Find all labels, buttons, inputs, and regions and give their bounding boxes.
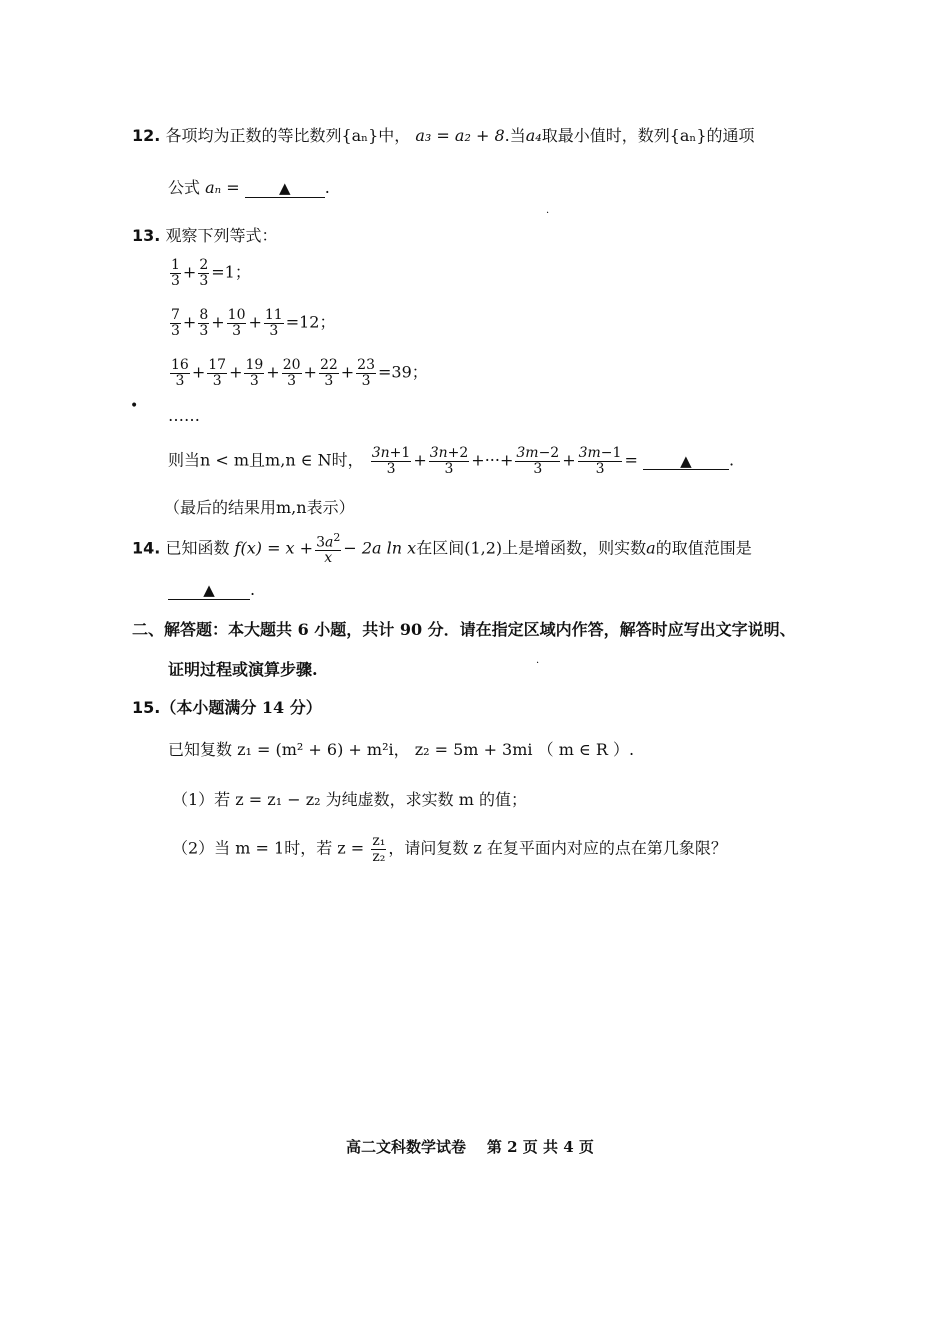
q12-eq: a₃ = a₂ + 8 — [415, 126, 505, 145]
q13-intro-line — [132, 226, 277, 245]
q12-an: aₙ = — [205, 178, 240, 197]
fraction: $\frac{19}{3}$ — [245, 357, 264, 389]
q14-answer-blank[interactable] — [168, 581, 250, 600]
q12-end: . — [324, 178, 330, 197]
q15-part2-b: ，请问复数 z 在复平面内对应的点在第几象限？ — [388, 838, 727, 858]
q14-text4: 的取值范围是 — [655, 538, 752, 558]
q14-text1: 已知函数 — [165, 538, 230, 558]
q12-line2-prefix: 公式 — [168, 178, 201, 197]
q13-general: 则当n < m且m,n ∈ N时， $\frac{3n+1}{3}$ + $\frac{3n+2}{3}$ +···+ $\frac{3m-2}{3}$ + $\frac{3m-1}{3}$ = ▲ . — [168, 445, 735, 477]
q13-end: . — [728, 450, 735, 470]
q15-part1: （1）若 z = z₁ − z₂ 为纯虚数，求实数 m 的值； — [172, 790, 527, 809]
q14-interval: (1,2) — [464, 538, 503, 558]
q13-intro: 观察下列等式： — [165, 226, 278, 245]
q13-eq1-rhs: =1； — [211, 262, 251, 282]
fraction: $\frac{3m-1}{3}$ — [578, 445, 622, 477]
q13-eq3: $\frac{16}{3}$ + $\frac{17}{3}$ + $\frac{19}{3}$ + $\frac{20}{3}$ + $\frac{22}{3}$ + $\frac{23}{3}$ =39； — [171, 357, 428, 389]
q14-a: a — [646, 538, 656, 558]
q15-given: 已知复数 z₁ = (m² + 6) + m²i， z₂ = 5m + 3mi （ m ∈ R ）. — [168, 740, 635, 759]
section2-heading-line1: 二、解答题：本大题共 6 小题，共计 90 分．请在指定区域内作答，解答时应写出文字说明、 — [132, 620, 796, 639]
q14-text2: 在区间 — [416, 538, 465, 558]
q12-text3: .当 — [504, 126, 526, 145]
q12-answer-blank[interactable] — [245, 179, 325, 198]
fraction: $\frac{16}{3}$ — [171, 357, 189, 389]
q15-title: （本小题满分 14 分） — [160, 698, 322, 717]
q15-part2-num: z₁ — [372, 833, 386, 849]
scan-speck: • — [130, 398, 139, 414]
q12-line1 — [132, 126, 755, 145]
page-footer: 高二文科数学试卷 第 2 页 共 4 页 — [346, 1138, 594, 1156]
q13-eq2: $\frac{7}{3}$ + $\frac{8}{3}$ + $\frac{10}{3}$ + $\frac{11}{3}$ =12； — [171, 307, 336, 339]
scan-speck: · — [546, 208, 550, 219]
q14-line2 — [168, 580, 255, 600]
q14-func-lhs: f(x) = x + — [234, 538, 314, 558]
fraction: $\frac{3n+1}{3}$ — [371, 445, 411, 477]
fraction: $\frac{3n+2}{3}$ — [429, 445, 469, 477]
q12-seq-2: {aₙ} — [669, 126, 707, 145]
q13-eq1: $\frac{1}{3}$ + $\frac{2}{3}$ =1； — [171, 257, 251, 289]
q14-line1 — [132, 532, 752, 566]
q15-part2-den: z₂ — [372, 848, 386, 865]
q13-ellipsis: …… — [168, 406, 200, 425]
q13-eq3-rhs: =39； — [378, 362, 428, 382]
fraction: $\frac{22}{3}$ — [319, 357, 338, 389]
q15-part2 — [172, 834, 727, 864]
q13-eq2-rhs: =12； — [285, 312, 336, 332]
fraction — [371, 834, 386, 864]
q14-end: . — [250, 580, 256, 599]
q12-text5: 的通项 — [706, 126, 755, 145]
fraction: $\frac{23}{3}$ — [357, 357, 375, 389]
fraction: $\frac{11}{3}$ — [264, 307, 283, 339]
q12-text2: 中， — [378, 126, 411, 145]
section2-heading-line2: 证明过程或演算步骤. — [168, 660, 318, 679]
q12-line2 — [168, 178, 330, 198]
fraction: $\frac{17}{3}$ — [208, 357, 227, 389]
q12-seq: {aₙ} — [341, 126, 379, 145]
q15-part2-a: （2）当 m = 1时，若 z = — [172, 838, 365, 858]
q13-number: 13. — [132, 226, 161, 245]
q13-answer-blank[interactable] — [643, 452, 729, 471]
fraction: $\frac{1}{3}$ — [171, 257, 180, 289]
q12-number: 12. — [132, 126, 161, 145]
q14-number: 14. — [132, 538, 161, 558]
q13-general-mid: +···+ — [471, 450, 514, 470]
triangle-icon: ▲ — [203, 581, 215, 599]
fraction: $\frac{3a^2}{x}$ — [316, 531, 341, 567]
fraction: $\frac{10}{3}$ — [227, 307, 246, 339]
q14-text3: 上是增函数，则实数 — [502, 538, 647, 558]
scan-speck: · — [536, 658, 540, 669]
triangle-icon: ▲ — [278, 179, 291, 197]
fraction: $\frac{20}{3}$ — [282, 357, 301, 389]
fraction: $\frac{3m-2}{3}$ — [516, 445, 560, 477]
fraction: $\frac{2}{3}$ — [199, 257, 209, 289]
q12-a4: a₄ — [525, 126, 542, 145]
q15-number: 15. — [132, 698, 161, 717]
fraction: $\frac{8}{3}$ — [199, 307, 209, 339]
q13-note: （最后的结果用m,n表示） — [164, 498, 355, 517]
q12-text4: 取最小值时，数列 — [541, 126, 670, 145]
q12-text1: 各项均为正数的等比数列 — [165, 126, 342, 145]
q15-title-line — [132, 698, 322, 717]
q13-cond: 则当n < m且m,n ∈ N时， — [168, 450, 364, 470]
triangle-icon: ▲ — [680, 451, 692, 470]
fraction: $\frac{7}{3}$ — [171, 307, 180, 339]
q14-func-tail: − 2a ln x — [343, 538, 417, 558]
